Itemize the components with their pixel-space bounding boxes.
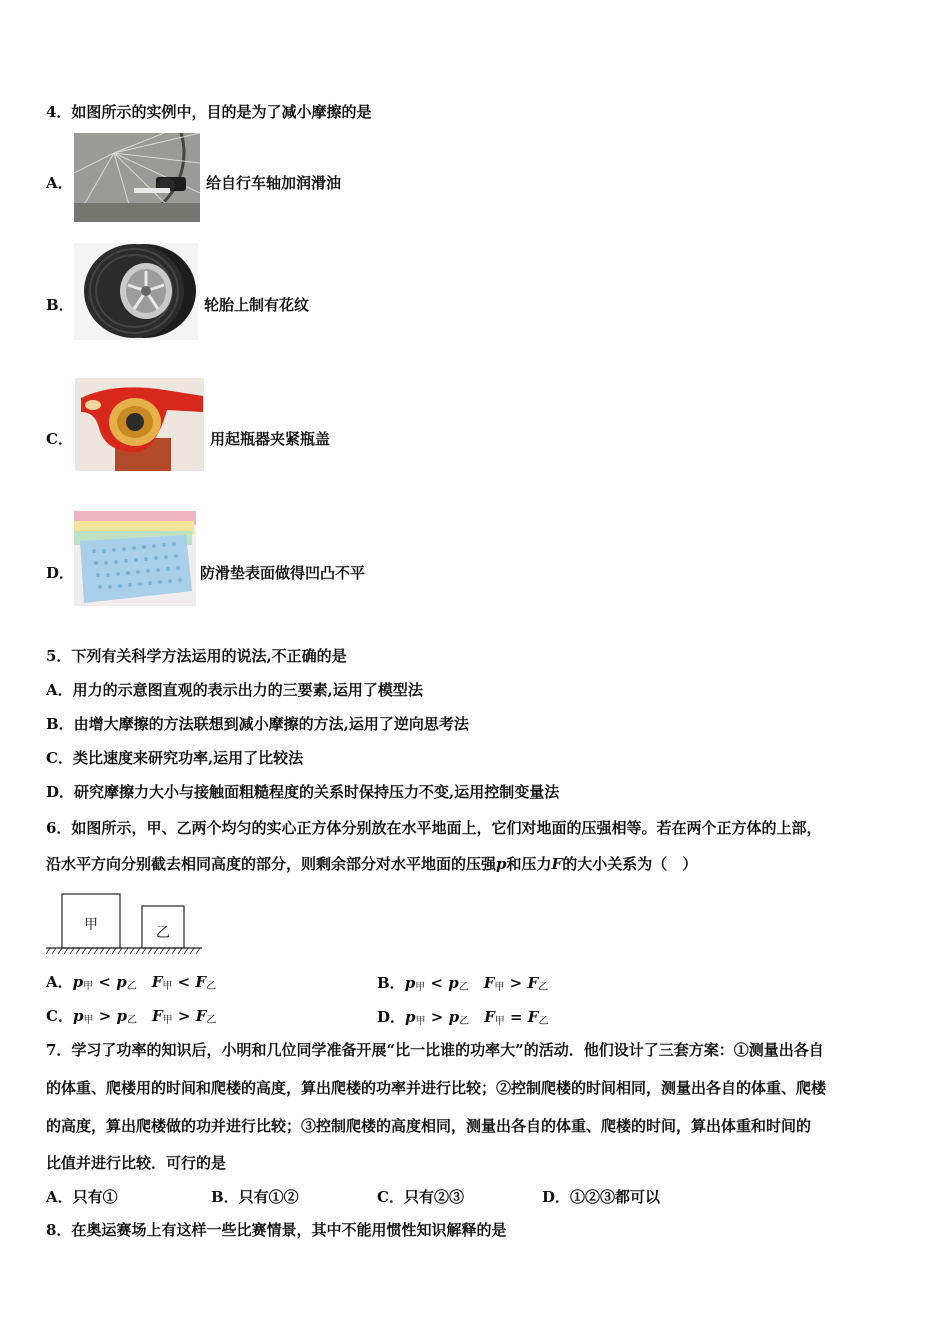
tire-image bbox=[74, 243, 198, 340]
q5-option-d: D．研究摩擦力大小与接触面粗糙程度的关系时保持压力不变,运用控制变量法 bbox=[46, 783, 560, 801]
q7-stem-line2: 的体重、爬楼用的时间和爬楼的高度，算出爬楼的功率并进行比较；②控制爬楼的时间相同，测量出各自的体重、爬楼 bbox=[46, 1079, 827, 1097]
q7-stem-line3: 的高度，算出爬楼做的功并进行比较；③控制爬楼的高度相同，测量出各自的体重、爬楼的时间，算出体重和时间的 bbox=[46, 1117, 812, 1135]
q4-option-b-label: B． bbox=[46, 296, 74, 314]
cubes-figure bbox=[46, 892, 206, 954]
block-yi-label: 乙 bbox=[156, 925, 170, 941]
q5-option-a: A．用力的示意图直观的表示出力的三要素,运用了模型法 bbox=[46, 681, 423, 699]
q4-option-a-label: A． bbox=[46, 174, 73, 192]
q6-option-d: D．$p_甲 > p_乙$ $F_甲 = F_乙$ bbox=[377, 1008, 549, 1027]
q5-option-c: C．类比速度来研究功率,运用了比较法 bbox=[46, 749, 304, 767]
q6-stem-line1: 6．如图所示，甲、乙两个均匀的实心正方体分别放在水平地面上，它们对地面的压强相等。若在两个正方体的上部， bbox=[46, 819, 822, 837]
q7-option-a: A．只有① bbox=[46, 1188, 118, 1206]
q7-stem-line1: 7．学习了功率的知识后，小明和几位同学准备开展“比一比谁的功率大”的活动．他们设计了三套方案：①测量出各自 bbox=[46, 1041, 824, 1059]
q6-option-a: A．$p_甲 < p_乙$ $F_甲 < F_乙$ bbox=[46, 973, 217, 992]
q4-option-d-label: D． bbox=[46, 564, 75, 582]
q4-stem: 4．如图所示的实例中，目的是为了减小摩擦的是 bbox=[46, 103, 372, 121]
q4-option-b-text: 轮胎上制有花纹 bbox=[204, 296, 310, 314]
q7-option-c: C．只有②③ bbox=[377, 1188, 464, 1206]
bottle-opener-image bbox=[75, 378, 204, 471]
q5-stem: 5．下列有关科学方法运用的说法,不正确的是 bbox=[46, 647, 347, 665]
q7-stem-line4: 比值并进行比较．可行的是 bbox=[46, 1154, 227, 1172]
q4-option-c-label: C． bbox=[46, 430, 73, 448]
q7-option-b: B．只有①② bbox=[211, 1188, 299, 1206]
q8-stem: 8．在奥运赛场上有这样一些比赛情景，其中不能用惯性知识解释的是 bbox=[46, 1221, 507, 1239]
q4-option-d-text: 防滑垫表面做得凹凸不平 bbox=[200, 564, 366, 582]
bicycle-oiling-image bbox=[74, 133, 200, 222]
q7-option-d: D．①②③都可以 bbox=[542, 1188, 661, 1206]
q6-option-b: B．$p_甲 < p_乙$ $F_甲 > F_乙$ bbox=[377, 974, 549, 993]
q4-option-c-text: 用起瓶器夹紧瓶盖 bbox=[210, 430, 331, 448]
q6-stem-line2: 沿水平方向分别截去相同高度的部分，则剩余部分对水平地面的压强p和压力F的大小关系为（ ） bbox=[46, 855, 698, 873]
q6-option-c: C．$p_甲 > p_乙$ $F_甲 > F_乙$ bbox=[46, 1007, 217, 1026]
block-jia-label: 甲 bbox=[84, 917, 98, 933]
anti-slip-mat-image bbox=[74, 511, 196, 606]
q5-option-b: B．由增大摩擦的方法联想到减小摩擦的方法,运用了逆向思考法 bbox=[46, 715, 469, 733]
q4-option-a-text: 给自行车轴加润滑油 bbox=[206, 174, 342, 192]
